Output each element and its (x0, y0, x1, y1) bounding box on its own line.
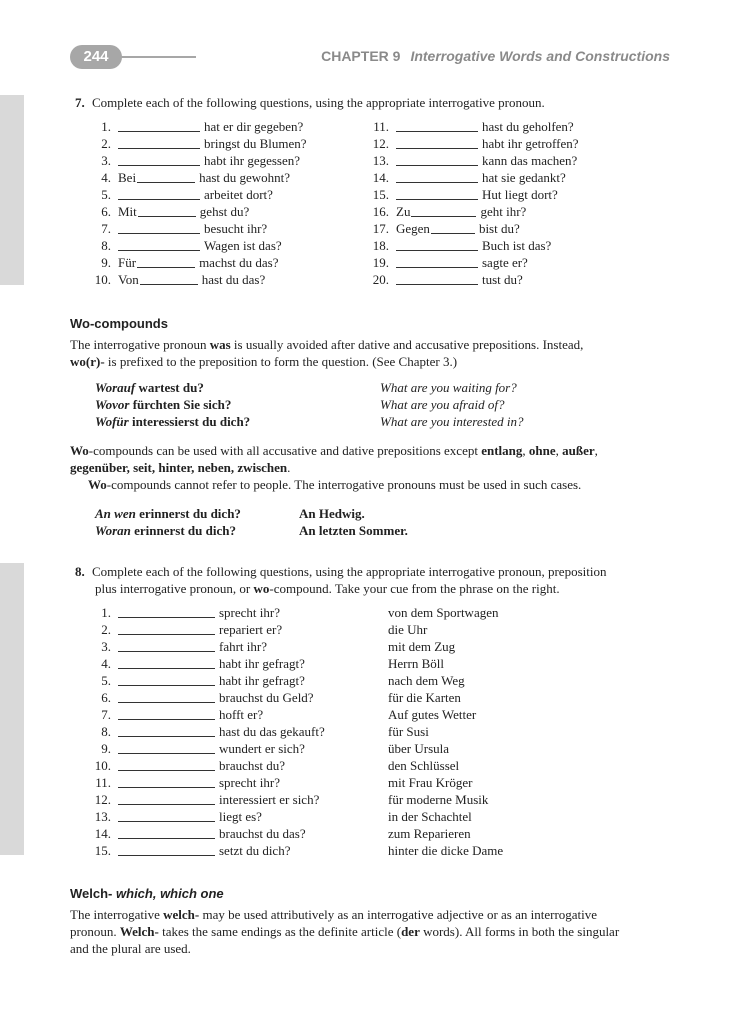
answer-blank[interactable] (118, 120, 200, 132)
answer-blank[interactable] (396, 120, 478, 132)
exercise-8-cue: hinter die dicke Dame (388, 843, 504, 858)
exercise-7-item-number: 9. (101, 255, 111, 270)
item-text: Buch ist das? (482, 238, 552, 253)
exercise-7-item-number: 17. (372, 221, 389, 236)
exercise-8-item-number: 4. (101, 656, 111, 671)
wo-compounds-heading: Wo-compounds (70, 316, 168, 331)
answer-blank[interactable] (118, 154, 200, 166)
people-example-2: Woran erinnerst du dich? (95, 523, 236, 538)
item-prefix: Für (118, 255, 137, 270)
answer-blank[interactable] (118, 623, 215, 635)
exercise-7-item-number: 20. (372, 272, 389, 287)
answer-blank[interactable] (118, 759, 215, 771)
item-text: bist du? (478, 221, 520, 236)
item-text: arbeitet dort? (204, 187, 273, 202)
exercise-8-cue: mit dem Zug (388, 639, 456, 654)
exercise-7-number: 7. (75, 95, 85, 110)
exercise-8-instruction-line2: plus interrogative pronoun, or wo-compound. Take your cue from the phrase on the right. (95, 581, 560, 596)
answer-blank[interactable] (118, 776, 215, 788)
answer-blank[interactable] (396, 273, 478, 285)
item-text: machst du das? (199, 255, 279, 270)
exercise-7-item (118, 119, 303, 134)
answer-blank[interactable] (396, 256, 478, 268)
welch-paragraph: The interrogative welch- may be used attributively as an interrogative adjective or as an interrogative pronoun. Welch- takes the same endings as the definite article (der words). All forms in both the singular and the plural are used. (70, 907, 620, 956)
item-text: habt ihr gefragt? (219, 656, 305, 671)
exercise-7-item-number: 13. (372, 153, 389, 168)
answer-blank[interactable] (396, 154, 478, 166)
answer-blank[interactable] (118, 222, 200, 234)
exercise-7-item (118, 204, 249, 219)
answer-blank[interactable] (411, 205, 476, 217)
exercise-7-heading (75, 94, 545, 111)
page-number: 244 (70, 45, 122, 69)
people-example-1: An wen erinnerst du dich? (95, 506, 241, 521)
exercise-7-item-number: 7. (101, 221, 111, 236)
exercise-7-item (396, 255, 528, 270)
exercise-8-item-number: 8. (101, 724, 111, 739)
answer-blank[interactable] (118, 239, 200, 251)
answer-blank[interactable] (118, 708, 215, 720)
header-rule (120, 56, 196, 58)
item-prefix: Bei (118, 170, 137, 185)
chapter-title: Interrogative Words and Constructions (410, 48, 670, 64)
exercise-8-item-number: 13. (94, 809, 111, 824)
item-text: setzt du dich? (219, 843, 291, 858)
exercise-7-item-number: 4. (101, 170, 111, 185)
answer-blank[interactable] (118, 810, 215, 822)
exercise-8-item (118, 809, 262, 824)
item-text: Wagen ist das? (204, 238, 282, 253)
exercise-8-cue: nach dem Weg (388, 673, 465, 688)
item-text: hast du geholfen? (482, 119, 574, 134)
exercise-8-item (118, 605, 280, 620)
answer-blank[interactable] (118, 606, 215, 618)
exercise-7-item (118, 272, 265, 287)
answer-blank[interactable] (118, 827, 215, 839)
exercise-8-item-number: 15. (94, 843, 111, 858)
exercise-7-item (118, 187, 273, 202)
exercise-8-cue: den Schlüssel (388, 758, 460, 773)
exercise-8-item-number: 12. (94, 792, 111, 807)
item-text: hast du das gekauft? (219, 724, 325, 739)
exercise-8-item (118, 673, 305, 688)
item-text: sprecht ihr? (219, 605, 281, 620)
item-text: Hut liegt dort? (482, 187, 558, 202)
exercise-8-cue: für die Karten (388, 690, 461, 705)
item-text: wundert er sich? (219, 741, 305, 756)
exercise-8-cue: für moderne Musik (388, 792, 489, 807)
item-text: bringst du Blumen? (204, 136, 307, 151)
answer-blank[interactable] (118, 844, 215, 856)
exercise-8-number: 8. (75, 564, 85, 579)
exercise-8-item-number: 7. (101, 707, 111, 722)
item-text: sprecht ihr? (219, 775, 281, 790)
exercise-8-item-number: 2. (101, 622, 111, 637)
people-example-1-answer: An Hedwig. (299, 506, 365, 521)
exercise-8-cue: zum Reparieren (388, 826, 471, 841)
side-tab-bottom (0, 563, 24, 855)
item-text: brauchst du Geld? (219, 690, 314, 705)
exercise-7-item-number: 16. (372, 204, 389, 219)
exercise-7-item-number: 15. (372, 187, 389, 202)
answer-blank[interactable] (138, 205, 196, 217)
answer-blank[interactable] (118, 691, 215, 703)
exercise-8-item-number: 1. (101, 605, 111, 620)
exercise-7-item-number: 5. (101, 187, 111, 202)
item-prefix: Von (118, 272, 139, 287)
wo-paragraph-3: Wo-compounds cannot refer to people. The interrogative pronouns must be used in such cases. (88, 477, 582, 492)
item-text: hast du das? (201, 272, 266, 287)
exercise-8-cue: Auf gutes Wetter (388, 707, 477, 722)
exercise-8-item (118, 792, 319, 807)
wo-example-3: Wofür interessierst du dich? (95, 414, 251, 429)
exercise-7-item-number: 3. (101, 153, 111, 168)
item-text: hat er dir gegeben? (204, 119, 304, 134)
exercise-7-item-number: 6. (101, 204, 111, 219)
exercise-7-item (118, 136, 307, 151)
exercise-7-item (396, 221, 520, 236)
exercise-8-item (118, 656, 305, 671)
chapter-label: CHAPTER 9 (321, 48, 401, 64)
item-text: hast du gewohnt? (199, 170, 291, 185)
wo-example-1: Worauf wartest du? (95, 380, 204, 395)
item-text: brauchst du das? (219, 826, 306, 841)
answer-blank[interactable] (118, 725, 215, 737)
exercise-8-item (118, 775, 280, 790)
exercise-7-item-number: 11. (373, 119, 389, 134)
welch-heading: Welch- which, which one (70, 886, 224, 901)
exercise-8-item (118, 639, 267, 654)
item-prefix: Zu (396, 204, 411, 219)
wo-example-3-translation: What are you interested in? (380, 414, 524, 429)
item-text: brauchst du? (219, 758, 286, 773)
people-example-2-answer: An letzten Sommer. (299, 523, 408, 538)
item-prefix: Gegen (396, 221, 430, 236)
exercise-8-item-number: 9. (101, 741, 111, 756)
item-text: interessiert er sich? (219, 792, 320, 807)
exercise-7-item (118, 238, 282, 253)
exercise-7-item (396, 204, 526, 219)
answer-blank[interactable] (118, 657, 215, 669)
exercise-8-item-number: 11. (95, 775, 111, 790)
exercise-8-item (118, 707, 263, 722)
side-tab-top (0, 95, 24, 285)
wo-paragraph-2: Wo-compounds can be used with all accusative and dative prepositions except entlang, ohne, außer, gegenüber, seit, hinter, neben, zwischen. (70, 443, 598, 475)
item-text: fahrt ihr? (219, 639, 268, 654)
exercise-7-item-number: 18. (372, 238, 389, 253)
exercise-7-item (396, 238, 551, 253)
exercise-8-item (118, 758, 285, 773)
exercise-8-cue: für Susi (388, 724, 429, 739)
answer-blank[interactable] (396, 137, 478, 149)
item-text: gehst du? (199, 204, 250, 219)
exercise-7-item (396, 153, 577, 168)
answer-blank[interactable] (118, 742, 215, 754)
exercise-7-item (396, 272, 523, 287)
exercise-8-item-number: 10. (94, 758, 111, 773)
exercise-8-item (118, 741, 305, 756)
exercise-8-cue: in der Schachtel (388, 809, 472, 824)
exercise-8-heading: 8. Complete each of the following questions, using the appropriate interrogative pronoun, preposition (75, 564, 607, 579)
exercise-7-item-number: 1. (101, 119, 111, 134)
item-text: besucht ihr? (204, 221, 268, 236)
item-text: sagte er? (482, 255, 528, 270)
item-text: hat sie gedankt? (482, 170, 566, 185)
exercise-8-cue: Herrn Böll (388, 656, 444, 671)
answer-blank[interactable] (396, 239, 478, 251)
answer-blank[interactable] (118, 137, 200, 149)
exercise-7-item-number: 8. (101, 238, 111, 253)
item-text: kann das machen? (482, 153, 578, 168)
exercise-8-item (118, 724, 325, 739)
exercise-8-item-number: 3. (101, 639, 111, 654)
exercise-8-item (118, 690, 314, 705)
exercise-7-item-number: 10. (94, 272, 111, 287)
item-text: repariert er? (219, 622, 283, 637)
wo-example-2-translation: What are you afraid of? (380, 397, 505, 412)
exercise-7-item-number: 14. (372, 170, 389, 185)
item-text: habt ihr gefragt? (219, 673, 305, 688)
answer-blank[interactable] (431, 222, 475, 234)
exercise-8-item (118, 622, 282, 637)
exercise-7-item (396, 170, 566, 185)
wo-example-2: Wovor fürchten Sie sich? (95, 397, 232, 412)
exercise-7-item (118, 221, 267, 236)
exercise-8-item (118, 843, 290, 858)
answer-blank[interactable] (118, 188, 200, 200)
exercise-7-item (396, 119, 574, 134)
exercise-8-cue: über Ursula (388, 741, 450, 756)
answer-blank[interactable] (396, 171, 478, 183)
exercise-8-item-number: 6. (101, 690, 111, 705)
exercise-8-item (118, 826, 306, 841)
running-header (321, 48, 670, 64)
item-text: tust du? (482, 272, 523, 287)
answer-blank[interactable] (137, 171, 195, 183)
answer-blank[interactable] (118, 793, 215, 805)
answer-blank[interactable] (137, 256, 195, 268)
exercise-7-item (118, 170, 290, 185)
wo-example-1-translation: What are you waiting for? (380, 380, 517, 395)
exercise-7-item (118, 255, 278, 270)
item-text: habt ihr gegessen? (204, 153, 301, 168)
exercise-7-item-number: 12. (372, 136, 389, 151)
item-prefix: Mit (118, 204, 137, 219)
item-text: hofft er? (219, 707, 264, 722)
exercise-7-instruction: Complete each of the following questions, using the appropriate interrogative pronoun. (92, 95, 545, 110)
item-text: liegt es? (219, 809, 262, 824)
exercise-7-item (118, 153, 300, 168)
answer-blank[interactable] (140, 273, 198, 285)
exercise-8-cue: mit Frau Kröger (388, 775, 473, 790)
answer-blank[interactable] (396, 188, 478, 200)
exercise-7-item (396, 136, 579, 151)
exercise-7-item (396, 187, 558, 202)
exercise-8-cue: von dem Sportwagen (388, 605, 499, 620)
wo-paragraph-1: The interrogative pronoun was is usually avoided after dative and accusative prepositions. Instead, wo(r)- is prefixed to the preposition to form the question. (See Chapter 3.) (70, 337, 584, 369)
exercise-8-item-number: 14. (94, 826, 111, 841)
exercise-8-item-number: 5. (101, 673, 111, 688)
item-text: geht ihr? (480, 204, 527, 219)
answer-blank[interactable] (118, 640, 215, 652)
exercise-7-item-number: 19. (372, 255, 389, 270)
exercise-7-item-number: 2. (101, 136, 111, 151)
answer-blank[interactable] (118, 674, 215, 686)
exercise-8-cue: die Uhr (388, 622, 428, 637)
item-text: habt ihr getroffen? (482, 136, 579, 151)
